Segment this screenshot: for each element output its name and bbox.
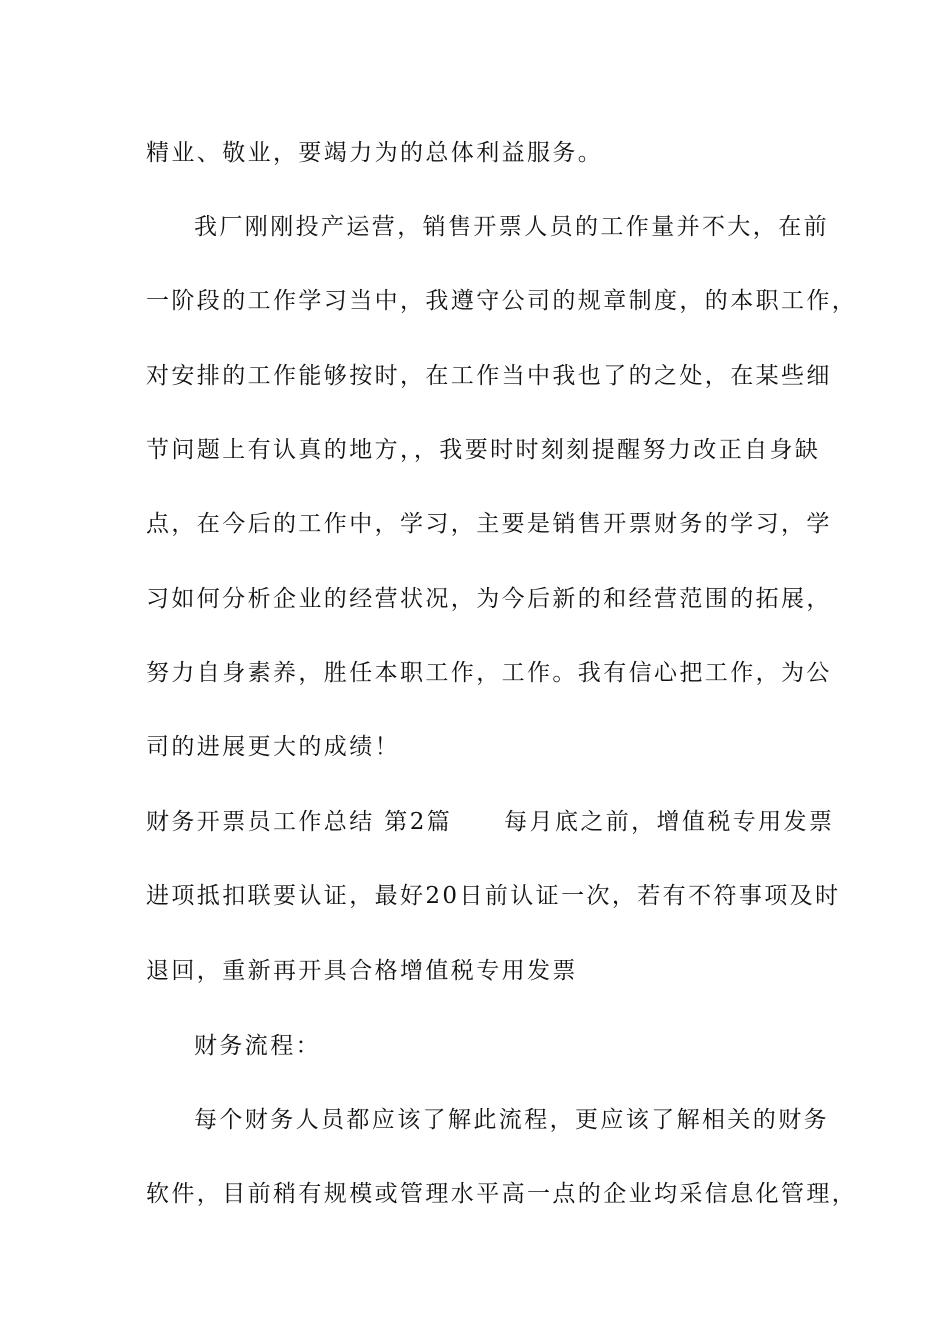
section-heading-line <box>146 807 846 837</box>
paragraph-line: 软件，目前稍有规模或管理水平高一点的企业均采信息化管理， <box>146 1181 858 1207</box>
paragraph-line: 努力自身素养，胜任本职工作，工作。我有信心把工作，为公 <box>146 660 832 686</box>
subheading-line: 财务流程： <box>194 1033 321 1059</box>
paragraph-line: 习如何分析企业的经营状况，为今后新的和经营范围的拓展， <box>146 586 832 612</box>
paragraph-line: 进项抵扣联要认证，最好20日前认证一次，若有不符事项及时 <box>146 883 841 909</box>
paragraph-line: 一阶段的工作学习当中，我遵守公司的规章制度，的本职工作， <box>146 288 858 314</box>
paragraph-line: 每个财务人员都应该了解此流程，更应该了解相关的财务 <box>194 1107 829 1133</box>
section-text: 每月底之前，增值税专用发票 <box>504 809 835 835</box>
paragraph-line: 点，在今后的工作中，学习，主要是销售开票财务的学习，学 <box>146 511 832 537</box>
paragraph-line: 精业、敬业，要竭力为的总体利益服务。 <box>146 140 604 166</box>
paragraph-line: 司的进展更大的成绩！ <box>146 734 400 760</box>
section-title: 财务开票员工作总结 第2篇 <box>146 809 453 835</box>
paragraph-line: 对安排的工作能够按时，在工作当中我也了的之处，在某些细 <box>146 363 832 389</box>
paragraph-line: 我厂刚刚投产运营，销售开票人员的工作量并不大，在前 <box>194 214 829 240</box>
paragraph-line: 退回，重新再开具合格增值税专用发票 <box>146 958 578 984</box>
paragraph-line: 节问题上有认真的地方，，我要时时刻刻提醒努力改正自身缺 <box>146 437 821 463</box>
